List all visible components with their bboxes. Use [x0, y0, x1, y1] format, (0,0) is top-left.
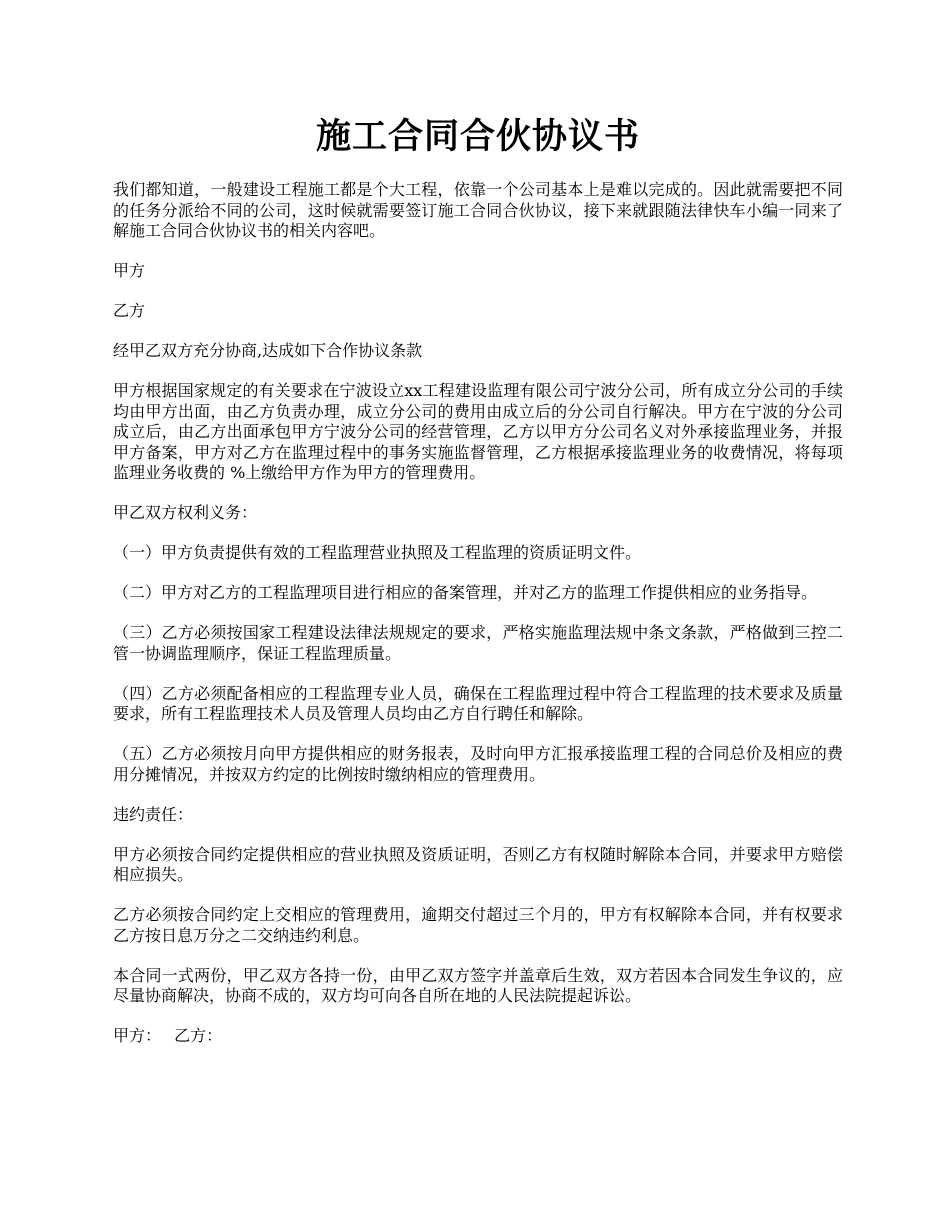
intro-paragraph: 我们都知道，一般建设工程施工都是个大工程，依靠一个公司基本上是难以完成的。因此就需要把不同的任务分派给不同的公司，这时候就需要签订施工合同合伙协议，接下来就跟随法律快车小编一同来了解施工合同合伙协议书的相关内容吧。	[113, 180, 843, 240]
liability-party-a: 甲方必须按合同约定提供相应的营业执照及资质证明，否则乙方有权随时解除本合同，并要求甲方赔偿相应损失。	[113, 844, 843, 884]
signature-line	[113, 1026, 843, 1047]
rights-obligations-heading: 甲乙双方权利义务：	[113, 503, 258, 522]
signature-party-a: 甲方：	[113, 1026, 162, 1045]
document-title: 施工合同合伙协议书	[315, 116, 640, 157]
clause-1: （一）甲方负责提供有效的工程监理营业执照及工程监理的资质证明文件。	[113, 543, 642, 562]
party-b-label: 乙方	[113, 301, 146, 320]
clause-3: （三）乙方必须按国家工程建设法律法规规定的要求，严格实施监理法规中条文条款，严格做到三控二管一协调监理顺序，保证工程监理质量。	[113, 623, 843, 663]
contract-copies-paragraph: 本合同一式两份，甲乙双方各持一份，由甲乙双方签字并盖章后生效，双方若因本合同发生争议的，应尽量协商解决，协商不成的，双方均可向各自所在地的人民法院提起诉讼。	[113, 965, 843, 1005]
document-page	[113, 112, 843, 1047]
clause-5: （五）乙方必须按月向甲方提供相应的财务报表，及时向甲方汇报承接监理工程的合同总价及相应的费用分摊情况，并按双方约定的比例按时缴纳相应的管理费用。	[113, 744, 843, 784]
liability-party-b: 乙方必须按合同约定上交相应的管理费用，逾期交付超过三个月的，甲方有权解除本合同，并有权要求乙方按日息万分之二交纳违约利息。	[113, 905, 843, 945]
clause-2: （二）甲方对乙方的工程监理项目进行相应的备案管理，并对乙方的监理工作提供相应的业务指导。	[113, 583, 818, 602]
signature-party-b: 乙方：	[174, 1026, 223, 1045]
party-a-label: 甲方	[113, 261, 146, 280]
branch-setup-paragraph: 甲方根据国家规定的有关要求在宁波设立xx工程建设监理有限公司宁波分公司，所有成立分公司的手续均由甲方出面，由乙方负责办理，成立分公司的费用由成立后的分公司自行解决。甲方在宁波的分公司成立后，由乙方出面承包甲方宁波分公司的经营管理，乙方以甲方分公司名义对外承接监理业务，并报甲方备案，甲方对乙方在监理过程中的事务实施监督管理，乙方根据承接监理业务的收费情况，将每项监理业务收费的 %上缴给甲方作为甲方的管理费用。	[113, 381, 843, 482]
liability-heading: 违约责任：	[113, 804, 194, 824]
clause-4: （四）乙方必须配备相应的工程监理专业人员，确保在工程监理过程中符合工程监理的技术要求及质量要求，所有工程监理技术人员及管理人员均由乙方自行聘任和解除。	[113, 683, 843, 723]
agreement-preamble: 经甲乙双方充分协商,达成如下合作协议条款	[113, 341, 423, 360]
